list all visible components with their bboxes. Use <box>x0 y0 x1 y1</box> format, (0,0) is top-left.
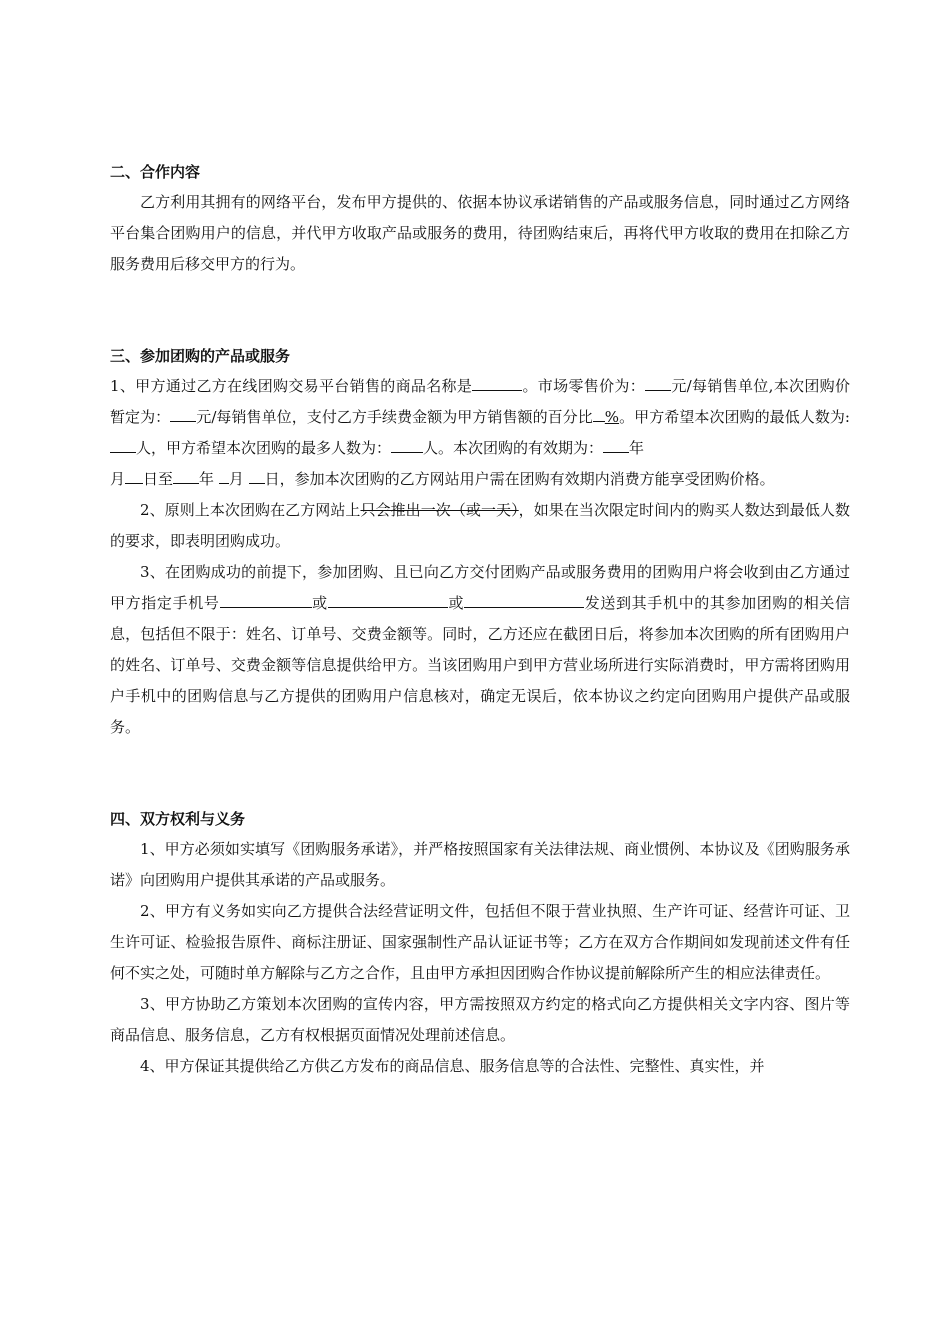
section-heading-rights: 四、双方权利与义务 <box>110 810 246 828</box>
blank-min-people <box>110 438 136 453</box>
blank-end-day <box>249 469 265 484</box>
section-heading-products: 三、参加团购的产品或服务 <box>110 347 291 365</box>
paragraph-product-terms: 1、甲方通过乙方在线团购交易平台销售的商品名称是 。市场零售价为： 元/每销售单位,本次团购价暂定为： 元/每销售单位，支付乙方手续费金额为甲方销售额的百分比 %。甲方希望本次团购的最低人数为:人，甲方希望本次团购的最多人数为： 人。本次团购的有效期为： 年 月 日至 年 月 日，参加本次团购的乙方网站用户需在团购有效期内消费方能享受团购价格。 <box>110 377 850 488</box>
blank-fee-percent <box>593 407 605 422</box>
blank-phone-1 <box>220 593 312 608</box>
blank-end-month <box>219 469 229 484</box>
paragraph: 1、甲方必须如实填写《团购服务承诺》，并严格按照国家有关法律法规、商业惯例、本协议及《团购服务承诺》向团购用户提供其承诺的产品或服务。 <box>110 840 850 889</box>
section-heading-cooperation: 二、合作内容 <box>110 163 201 181</box>
paragraph: 3、甲方协助乙方策划本次团购的宣传内容，甲方需按照双方约定的格式向乙方提供相关文字内容、图片等商品信息、服务信息，乙方有权根据页面情况处理前述信息。 <box>110 995 850 1044</box>
paragraph-success-condition: 2、原则上本次团购在乙方网站上只会推出一次（或一天），如果在当次限定时间内的购买人数达到最低人数的要求，即表明团购成功。 <box>110 501 850 550</box>
paragraph: 乙方利用其拥有的网络平台，发布甲方提供的、依据本协议承诺销售的产品或服务信息，同时通过乙方网络平台集合团购用户的信息，并代甲方收取产品或服务的费用，待团购结束后，再将代甲方收取的费用在扣除乙方服务费用后移交甲方的行为。 <box>110 193 850 273</box>
blank-max-people <box>391 438 423 453</box>
paragraph-notification: 3、在团购成功的前提下，参加团购、且已向乙方交付团购产品或服务费用的团购用户将会收到由乙方通过甲方指定手机号 或 或 发送到其手机中的其参加团购的相关信息，包括但不限于：姓名、订单号、交费金额等。同时，乙方还应在截团日后，将参加本次团购的所有团购用户的姓名、订单号、交费金额等信息提供给甲方。当该团购用户到甲方营业场所进行实际消费时，甲方需将团购用户手机中的团购信息与乙方提供的团购用户信息核对，确定无误后，依本协议之约定向团购用户提供产品或服务。 <box>110 563 850 736</box>
blank-group-price <box>170 407 196 422</box>
blank-start-day <box>125 469 143 484</box>
blank-phone-3 <box>464 593 584 608</box>
document-body <box>110 157 850 1082</box>
paragraph: 4、甲方保证其提供给乙方供乙方发布的商品信息、服务信息等的合法性、完整性、真实性，并 <box>140 1057 765 1075</box>
blank-product-name <box>472 376 522 391</box>
blank-end-year <box>173 469 199 484</box>
blank-phone-2 <box>328 593 448 608</box>
paragraph: 2、甲方有义务如实向乙方提供合法经营证明文件，包括但不限于营业执照、生产许可证、经营许可证、卫生许可证、检验报告原件、商标注册证、国家强制性产品认证证书等；乙方在双方合作期间如发现前述文件有任何不实之处，可随时单方解除与乙方之合作，且由甲方承担因团购合作协议提前解除所产生的相应法律责任。 <box>110 902 850 982</box>
blank-start-year <box>603 438 629 453</box>
blank-retail-price <box>645 376 671 391</box>
